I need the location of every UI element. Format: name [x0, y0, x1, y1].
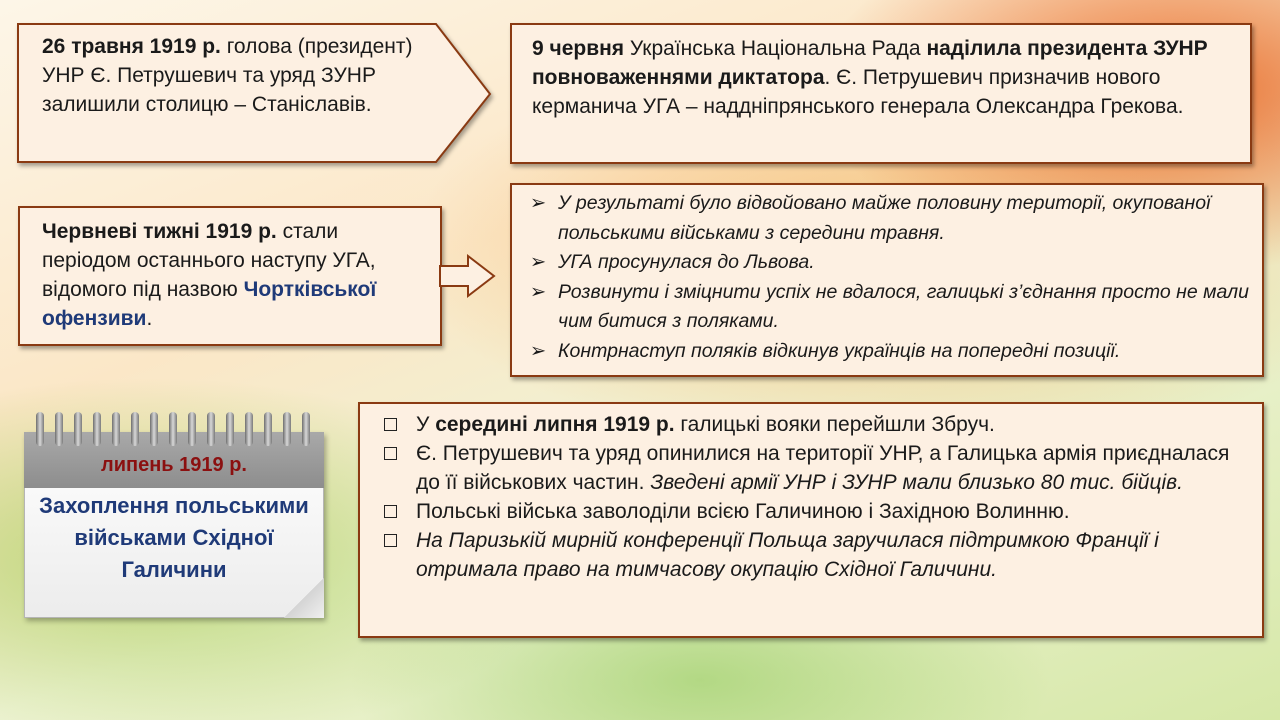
ring-icon: [188, 412, 196, 446]
checkbox-bullet-icon: [384, 418, 397, 431]
ring-icon: [302, 412, 310, 446]
list-item: [382, 439, 1248, 497]
arrow-bullet-icon: ➢: [529, 339, 547, 362]
july-item1-bold: середині липня 1919 р.: [435, 413, 675, 436]
chortkiv-text: стали періодом останнього наступу УГА, відомого під назвою: [42, 220, 376, 301]
result-text: УГА просунулася до Львова.: [558, 251, 815, 273]
arrow-bullet-icon: ➢: [529, 280, 547, 303]
ring-icon: [264, 412, 272, 446]
box-may-text: [42, 32, 422, 119]
box-offensive-results: [510, 183, 1264, 377]
july-item1-post: галицькі вояки перейшли Збруч.: [674, 413, 995, 436]
july-item4: На Паризькій мирній конференції Польща заручилася підтримкою Франції і отримала право на тимчасову окупацію Східної Галичини.: [416, 529, 1159, 581]
july-item2-plain: Є. Петрушевич та уряд опинилися на території УНР, а Галицька армія приєдналася до її військових частин.: [416, 442, 1230, 494]
list-item: [526, 248, 1252, 278]
ring-icon: [169, 412, 177, 446]
list-item: [526, 278, 1252, 337]
page-curl: [284, 578, 324, 618]
results-list: [526, 189, 1252, 366]
ring-icon: [36, 412, 44, 446]
checkbox-bullet-icon: [384, 534, 397, 547]
may-date: 26 травня 1919 р.: [42, 35, 221, 58]
chortkiv-highlight: Чортківської офензиви: [42, 278, 377, 330]
list-item: [382, 410, 1248, 439]
checkbox-bullet-icon: [384, 505, 397, 518]
june-text2: . Є. Петрушевич призначив нового керманича УГА – наддніпрянського генерала Олександра Грекова.: [532, 66, 1184, 118]
ring-icon: [74, 412, 82, 446]
ring-icon: [226, 412, 234, 446]
chortkiv-date: Червневі тижні 1919 р.: [42, 220, 277, 243]
list-item: [526, 189, 1252, 248]
july-list: [382, 410, 1248, 584]
box-chortkiv-offensive: [18, 206, 442, 346]
ring-icon: [93, 412, 101, 446]
ring-icon: [207, 412, 215, 446]
calendar-title: Захоплення польськими військами Східної Галичини: [39, 493, 309, 582]
result-text: Контрнаступ поляків відкинув українців на попередні позиції.: [558, 339, 1121, 362]
ring-icon: [112, 412, 120, 446]
list-item: [526, 337, 1252, 367]
calendar: [24, 412, 324, 618]
list-item: [382, 526, 1248, 584]
box-june-dictator: [510, 23, 1252, 164]
may-text: голова (президент) УНР Є. Петрушевич та уряд ЗУНР залишили столицю – Станіславів.: [42, 35, 413, 116]
ring-icon: [283, 412, 291, 446]
result-text: У результаті було відвойовано майже половину території, окупованої польськими військами з середини травня.: [558, 192, 1211, 244]
june-bold: наділила президента ЗУНР повноваженнями диктатора: [532, 37, 1208, 89]
chortkiv-end: .: [146, 307, 153, 330]
right-arrow-icon: [440, 254, 498, 298]
ring-icon: [131, 412, 139, 446]
june-text1: Українська Національна Рада: [624, 37, 927, 60]
july-item2-italic: Зведені армії УНР і ЗУНР мали близько 80 тис. бійців.: [650, 471, 1183, 494]
ring-icon: [150, 412, 158, 446]
result-text: Розвинути і зміцнити успіх не вдалося, галицькі з’єднання просто не мали чим битися з поляками.: [558, 280, 1249, 332]
july-item1-pre: У: [416, 413, 436, 436]
ring-icon: [245, 412, 253, 446]
arrow-bullet-icon: ➢: [529, 192, 547, 214]
list-item: [382, 497, 1248, 526]
july-item3: Польські війська заволоділи всією Галичиною і Західною Волинню.: [416, 500, 1070, 523]
calendar-month: липень 1919 р.: [101, 454, 247, 476]
box-july-events: [358, 402, 1264, 638]
arrow-bullet-icon: ➢: [529, 251, 547, 273]
ring-icon: [55, 412, 63, 446]
checkbox-bullet-icon: [384, 447, 397, 460]
june-date: 9 червня: [532, 37, 625, 60]
